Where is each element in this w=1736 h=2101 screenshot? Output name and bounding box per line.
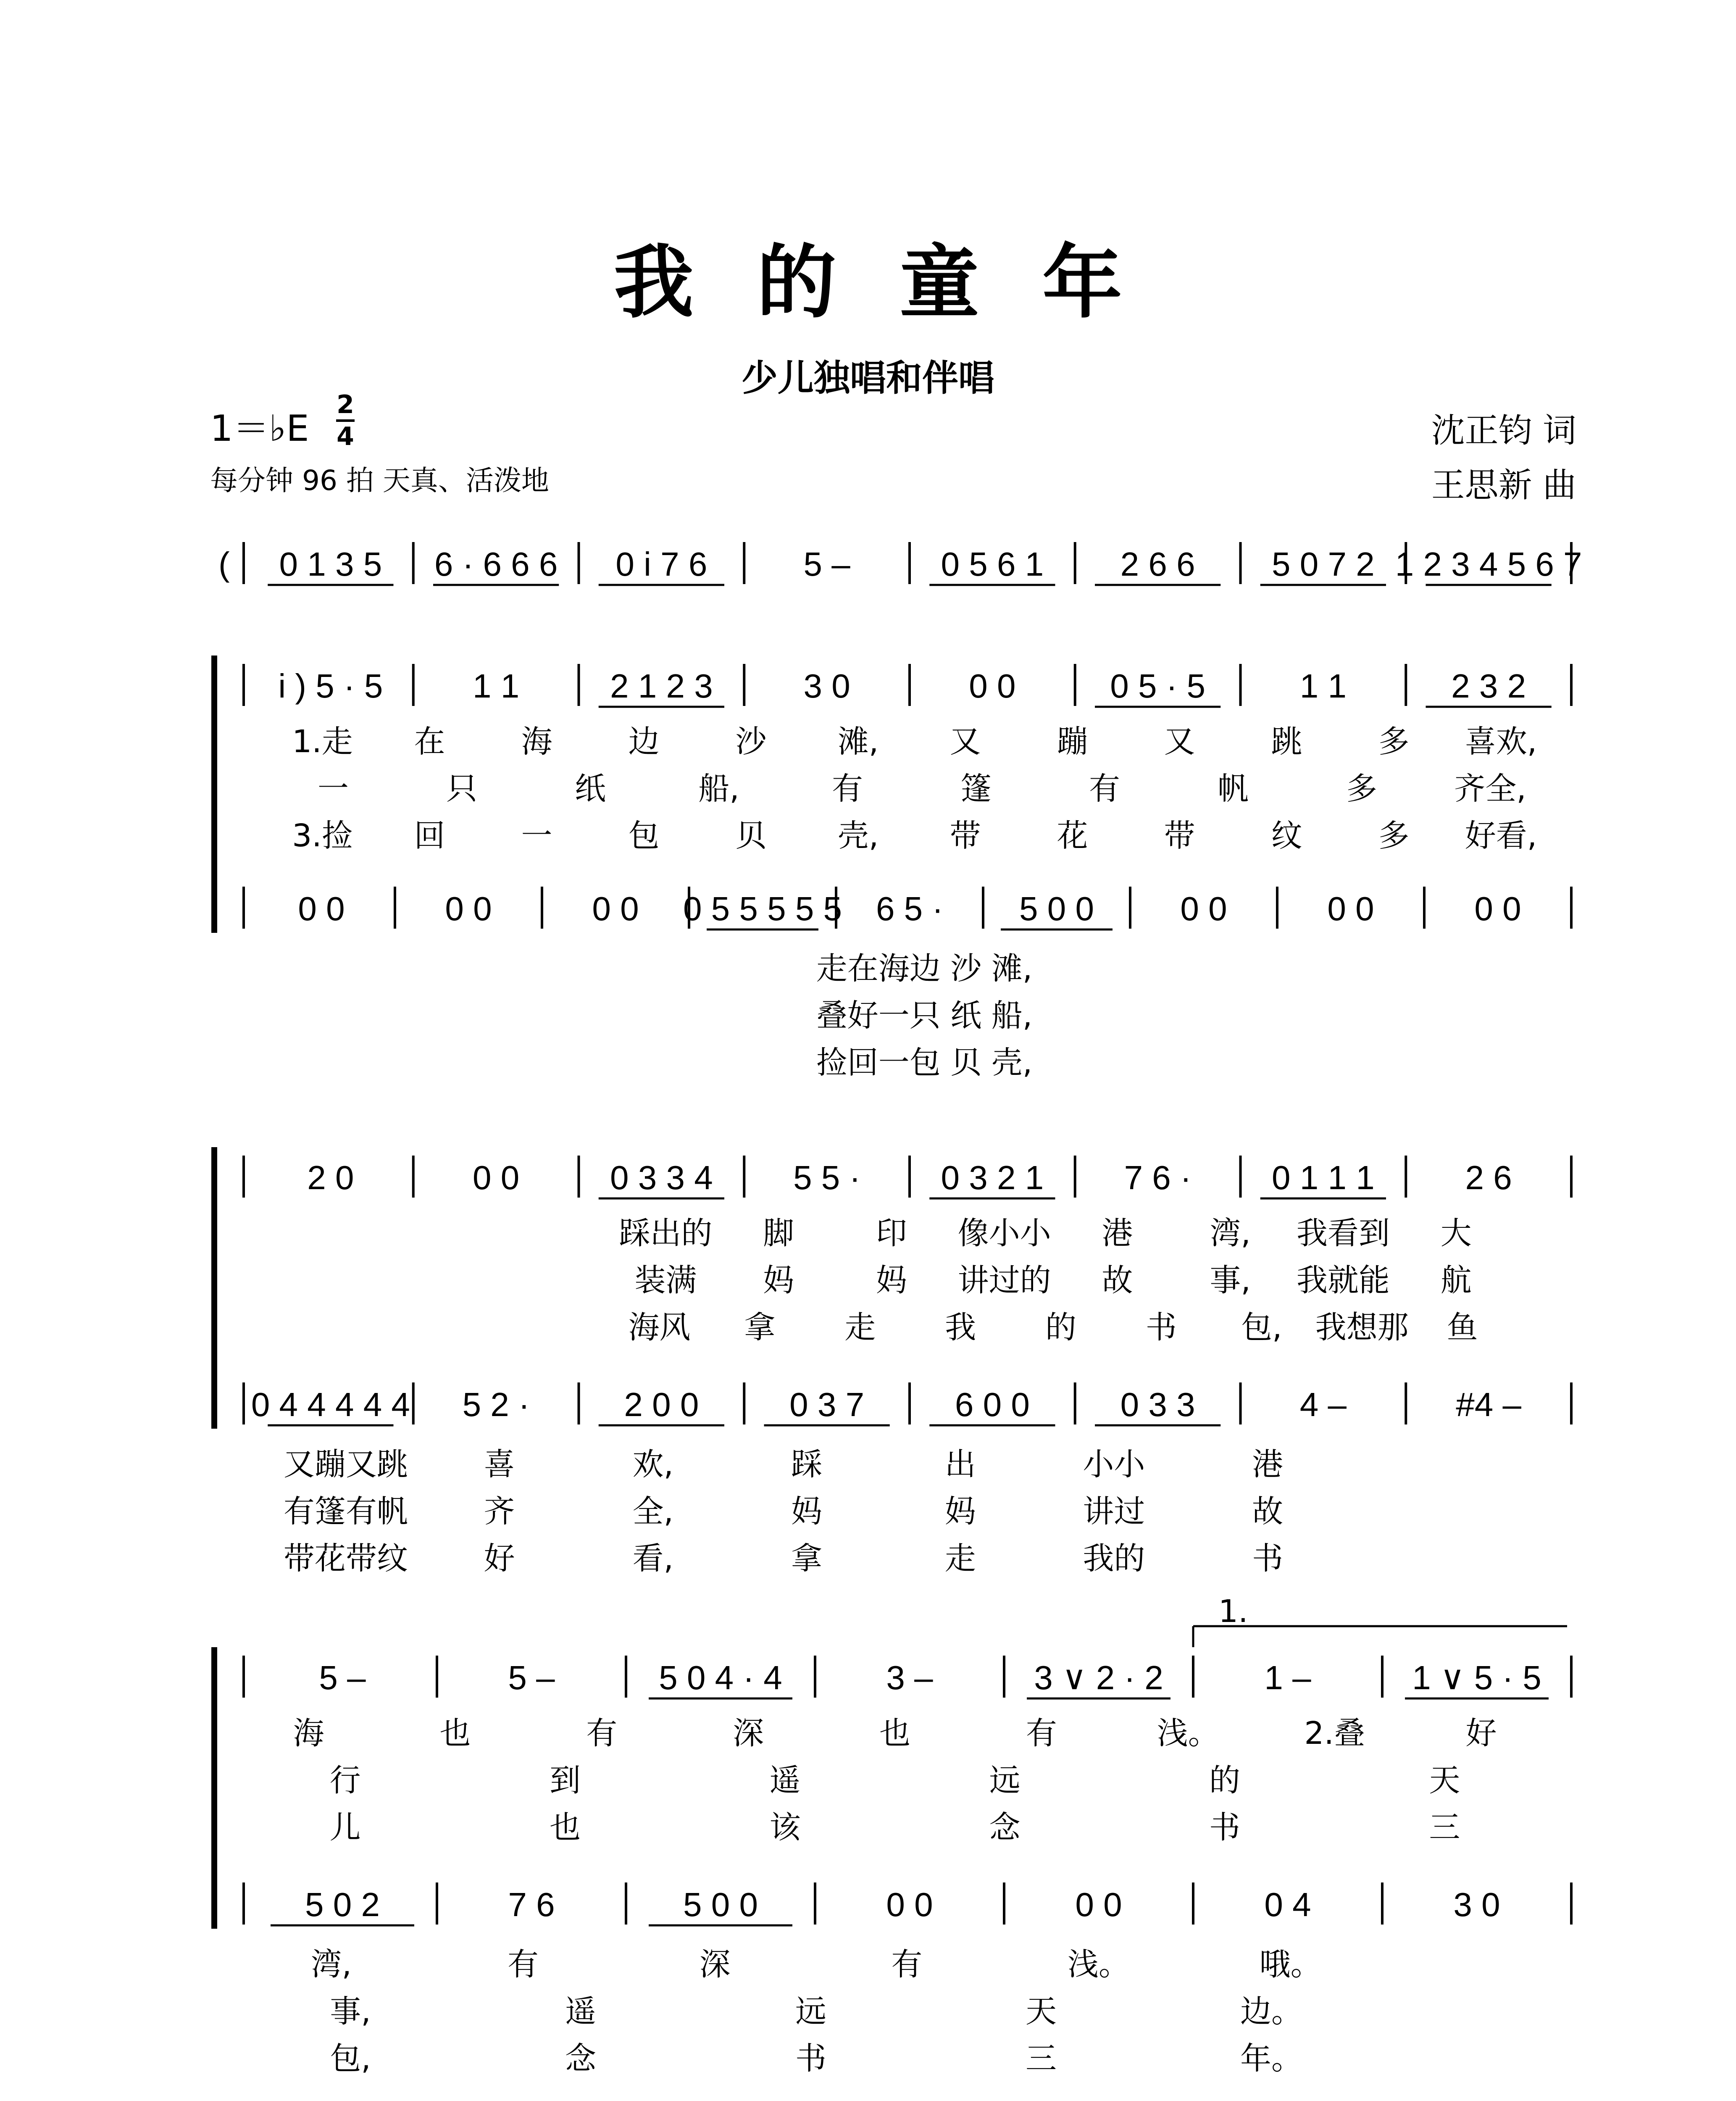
- sys3-v1-lyric: 有: [586, 1715, 618, 1751]
- sys3-v2-lyric: 天: [1026, 1993, 1057, 2030]
- system2-voice2: [244, 1382, 1571, 1577]
- sys2-v1-lyric: 装满: [634, 1262, 697, 1298]
- sys3-v1-measure: 5 –: [508, 1659, 555, 1696]
- sys3-v2-measure: 5 0 0: [683, 1886, 758, 1923]
- sys1-v1-lyric: 多: [1378, 818, 1410, 854]
- sys2-v2-lyric: 欢,: [632, 1446, 674, 1482]
- sys1-v1-lyric: 齐全,: [1454, 771, 1526, 807]
- sys2-v1-lyric: 像小小: [957, 1215, 1051, 1251]
- sys3-v1-measure: 3 ∨ 2 · 2: [1034, 1659, 1163, 1696]
- system3-voice1: [244, 1593, 1571, 1846]
- sys2-v2-measure: 2 0 0: [624, 1386, 699, 1423]
- sys2-v1-lyric: 拿: [744, 1309, 776, 1345]
- sys1-v2-measure: 0 0: [1327, 890, 1374, 927]
- sys3-v2-lyric: 事,: [330, 1993, 371, 2030]
- intro-measure: 2 6 6: [1120, 545, 1195, 583]
- sys2-v1-lyric: 我就能: [1296, 1262, 1390, 1298]
- intro-measure: 0 i 7 6: [615, 545, 708, 583]
- sys2-v2-lyric: 港: [1252, 1446, 1284, 1482]
- sys2-v1-lyric: 海风: [628, 1309, 691, 1345]
- sys2-v1-lyric: 讲过的: [957, 1262, 1051, 1298]
- song-title: 我的童年: [613, 235, 1185, 329]
- sys1-v2-measure: 5 0 0: [1019, 890, 1094, 927]
- sys2-v2-lyric: 拿: [791, 1540, 822, 1577]
- sys1-v1-lyric: 只: [446, 771, 477, 807]
- sys2-v2-lyric: 有篷有帆: [283, 1493, 408, 1530]
- sys3-v1-lyric: 到: [550, 1762, 581, 1798]
- sys1-v1-lyric: 又: [1164, 724, 1195, 760]
- sys3-v1-lyric: 远: [989, 1762, 1021, 1798]
- sys1-v1-lyric: 沙: [735, 724, 767, 760]
- sys2-v1-lyric: 走: [844, 1309, 876, 1345]
- sys2-v1-lyric: 故: [1102, 1262, 1133, 1298]
- sys2-v1-lyric: 我想那: [1315, 1309, 1409, 1345]
- sys3-v1-measure: 5 –: [319, 1659, 366, 1696]
- intro-measure: 5 0 7 2: [1272, 545, 1375, 583]
- sys3-v2-measure: 5 0 2: [305, 1886, 380, 1923]
- sys2-v2-lyric: 喜: [484, 1446, 515, 1482]
- sys1-v1-lyric: 花: [1057, 818, 1088, 854]
- sys1-v1-lyric: 3.捡: [292, 818, 353, 854]
- time-signature-top: 2: [337, 390, 354, 419]
- sys3-v2-measure: 0 0: [886, 1886, 933, 1923]
- sys2-v1-lyric: 我: [945, 1309, 976, 1345]
- sys2-v2-measure: 0 3 3: [1120, 1386, 1195, 1423]
- sys2-v2-lyric: 小小: [1083, 1446, 1145, 1482]
- sys3-v1-lyric: 有: [1026, 1715, 1057, 1751]
- sys1-v1-lyric: 好看,: [1465, 818, 1537, 854]
- time-signature-bottom: 4: [337, 422, 354, 451]
- sys1-v1-lyric: 多: [1378, 724, 1410, 760]
- sys1-v1-lyric: 有: [1089, 771, 1120, 807]
- sys2-v2-lyric: 全,: [632, 1493, 674, 1530]
- sys3-v1-lyric: 儿: [329, 1809, 361, 1846]
- sys3-v2-measure: 3 0: [1453, 1886, 1500, 1923]
- sys2-v1-measure: 0 1 1 1: [1272, 1159, 1375, 1196]
- sys1-v1-measure: 3 0: [803, 667, 850, 705]
- sys3-v1-lyric: 也: [439, 1715, 471, 1751]
- tempo-marking: 每分钟 96 拍 天真、活泼地: [210, 464, 549, 497]
- sys2-v1-measure: 7 6 ·: [1124, 1159, 1192, 1196]
- sys2-v2-measure: 0 3 7: [789, 1386, 865, 1423]
- key-signature: 1＝♭E: [210, 408, 309, 450]
- sys2-v1-measure: 0 0: [473, 1159, 520, 1196]
- sys1-v1-measure: 2 1 2 3: [610, 667, 713, 705]
- sys1-v1-lyric: 跳: [1271, 724, 1302, 760]
- sys2-v2-lyric: 故: [1252, 1493, 1284, 1530]
- sys2-v2-lyric: 书: [1252, 1540, 1284, 1577]
- sys3-v1-lyric: 也: [550, 1809, 581, 1846]
- system2-voice1: [244, 1156, 1571, 1345]
- sys1-v2-measure: 6 5 ·: [876, 890, 944, 927]
- song-subtitle: 少儿独唱和伴唱: [742, 357, 994, 399]
- sys2-v1-lyric: 湾,: [1210, 1215, 1251, 1251]
- sys3-v2-lyric: 浅。: [1068, 1946, 1130, 1983]
- sys2-v1-measure: 2 0: [307, 1159, 354, 1196]
- sys2-v1-lyric: 脚: [763, 1215, 794, 1251]
- sys2-v1-lyric: 的: [1045, 1309, 1076, 1345]
- sys3-v2-lyric: 哦。: [1259, 1946, 1322, 1983]
- sys3-v1-lyric: 深: [733, 1715, 764, 1751]
- sys1-v1-lyric: 蹦: [1057, 724, 1088, 760]
- sys1-v2-measure: 0 5 5 5 5 5: [683, 890, 842, 927]
- sys3-v1-measure: 5 0 4 · 4: [659, 1659, 782, 1696]
- sys1-v1-lyric: 又: [950, 724, 981, 760]
- sys1-v1-measure: 1 1: [473, 667, 520, 705]
- sys3-v1-lyric: 好: [1465, 1715, 1497, 1751]
- sys3-v2-lyric: 边。: [1240, 1993, 1302, 2030]
- intro-paren: (: [218, 545, 230, 583]
- sys3-v2-lyric: 三: [1026, 2040, 1057, 2077]
- sys1-v1-measure: i ) 5 · 5: [278, 667, 383, 705]
- sys3-v2-measure: 0 4: [1264, 1886, 1311, 1923]
- sys3-v1-measure: 1 ∨ 5 · 5: [1412, 1659, 1541, 1696]
- sys1-v2-measure: 0 0: [445, 890, 492, 927]
- sys2-v2-measure: 0 4 4 4 4 4: [251, 1386, 410, 1423]
- sys1-v1-lyric: 一: [318, 771, 349, 807]
- sys1-v1-lyric: 多: [1346, 771, 1377, 807]
- sys3-v2-lyric: 远: [795, 1993, 826, 2030]
- sys1-v1-lyric: 在: [414, 724, 445, 760]
- intro-measure: 6 · 6 6 6: [434, 545, 558, 583]
- intro-row: [218, 542, 1582, 585]
- sys1-v2-measure: 0 0: [1474, 890, 1521, 927]
- sys3-v1-lyric: 天: [1429, 1762, 1460, 1798]
- sys1-v1-lyric: 一: [521, 818, 552, 854]
- sys2-v1-lyric: 事,: [1210, 1262, 1251, 1298]
- sys3-v1-lyric: 海: [293, 1715, 324, 1751]
- sys2-v2-lyric: 好: [484, 1540, 515, 1577]
- volta-label: 1.: [1218, 1593, 1248, 1630]
- sys3-v2-lyric: 包,: [330, 2040, 371, 2077]
- sys2-v2-measure: #4 –: [1456, 1386, 1521, 1423]
- sys1-v1-lyric: 帆: [1218, 771, 1249, 807]
- sys3-v1-measure: 1 –: [1264, 1659, 1311, 1696]
- lyricist-credit: 沈正钧 词: [1431, 411, 1576, 450]
- sys1-v1-lyric: 纸: [575, 771, 606, 807]
- sys1-v1-lyric: 喜欢,: [1465, 724, 1537, 760]
- sys3-v1-lyric: 行: [329, 1762, 361, 1798]
- intro-measure: 0 1 3 5: [279, 545, 382, 583]
- sys2-v1-measure: 0 3 2 1: [941, 1159, 1044, 1196]
- sys1-v2-measure: 0 0: [592, 890, 639, 927]
- sys1-v1-measure: 2 3 2: [1451, 667, 1526, 705]
- sys1-v1-lyric: 带: [1164, 818, 1195, 854]
- sys1-v1-lyric: 纹: [1271, 818, 1302, 854]
- sys2-v2-measure: 5 2 ·: [462, 1386, 530, 1423]
- sys3-v2-measure: 0 0: [1075, 1886, 1122, 1923]
- system3-voice2: [244, 1882, 1571, 2077]
- sys1-v1-lyric: 1.走: [292, 724, 353, 760]
- sys2-v2-lyric: 带花带纹: [283, 1540, 408, 1577]
- sys2-v1-lyric: 大: [1440, 1215, 1472, 1251]
- sys3-v1-lyric: 该: [769, 1809, 801, 1846]
- sys1-v1-lyric: 回: [414, 818, 445, 854]
- sys2-v1-lyric: 踩出的: [619, 1215, 713, 1251]
- sys3-v1-measure: 3 –: [886, 1659, 933, 1696]
- sys1-v2-measure: 0 0: [298, 890, 345, 927]
- sys1-v1-lyric: 带: [950, 818, 981, 854]
- sys1-v2-lyric: 走在海边 沙 滩,: [816, 950, 1033, 987]
- sys2-v1-lyric: 我看到: [1296, 1215, 1390, 1251]
- sys3-v2-lyric: 湾,: [310, 1946, 352, 1983]
- sys2-v2-lyric: 齐: [484, 1493, 515, 1530]
- sys2-v1-lyric: 妈: [876, 1262, 907, 1298]
- sys3-v1-lyric: 浅。: [1157, 1715, 1219, 1751]
- sys3-v2-lyric: 遥: [565, 1993, 596, 2030]
- sys1-v2-measure: 0 0: [1180, 890, 1227, 927]
- sys1-v1-measure: 0 5 · 5: [1110, 667, 1206, 705]
- intro-measure: 5 –: [803, 545, 850, 583]
- sys3-v2-lyric: 年。: [1240, 2040, 1302, 2077]
- sys1-v1-measure: 1 1: [1299, 667, 1347, 705]
- sys1-v1-lyric: 包: [628, 818, 660, 854]
- sys2-v1-lyric: 妈: [763, 1262, 794, 1298]
- sys1-v1-lyric: 滩,: [837, 724, 879, 760]
- sys2-v1-lyric: 包,: [1241, 1309, 1282, 1345]
- sys2-v1-measure: 5 5 ·: [793, 1159, 861, 1196]
- sys1-v1-measure: 0 0: [969, 667, 1016, 705]
- sys3-v1-lyric: 遥: [769, 1762, 801, 1798]
- sys2-v2-lyric: 踩: [791, 1446, 822, 1482]
- sys2-v2-lyric: 妈: [944, 1493, 976, 1530]
- sys2-v2-measure: 4 –: [1299, 1386, 1347, 1423]
- sys3-v1-lyric: 也: [879, 1715, 910, 1751]
- sys3-v2-lyric: 深: [699, 1946, 731, 1983]
- sys3-v2-lyric: 有: [891, 1946, 923, 1983]
- sys1-v1-lyric: 海: [521, 724, 552, 760]
- sys1-v2-lyric: 捡回一包 贝 壳,: [816, 1045, 1033, 1081]
- sys1-v1-lyric: 壳,: [837, 818, 879, 854]
- sys2-v1-lyric: 书: [1145, 1309, 1177, 1345]
- sys3-v1-lyric: 2.叠: [1304, 1715, 1365, 1751]
- sys1-v1-lyric: 篷: [960, 771, 992, 807]
- sys3-v1-lyric: 念: [989, 1809, 1021, 1846]
- sys2-v1-lyric: 港: [1102, 1215, 1133, 1251]
- intro-measure: 1 2 3 4 5 6 7: [1395, 545, 1582, 583]
- sys1-v1-lyric: 船,: [698, 771, 739, 807]
- sys2-v2-lyric: 讲过: [1083, 1493, 1145, 1530]
- sys3-v2-lyric: 书: [795, 2040, 826, 2077]
- system1-voice1: [244, 664, 1571, 854]
- sys3-v1-lyric: 的: [1209, 1762, 1240, 1798]
- sys2-v1-measure: 0 3 3 4: [610, 1159, 713, 1196]
- sys2-v2-lyric: 走: [944, 1540, 976, 1577]
- sys2-v2-lyric: 妈: [791, 1493, 822, 1530]
- sys2-v2-lyric: 出: [944, 1446, 976, 1482]
- sys1-v2-lyric: 叠好一只 纸 船,: [816, 998, 1033, 1034]
- sys3-v2-lyric: 念: [565, 2040, 596, 2077]
- sys3-v2-measure: 7 6: [508, 1886, 555, 1923]
- sys2-v2-lyric: 看,: [632, 1540, 674, 1577]
- sys3-v2-lyric: 有: [508, 1946, 539, 1983]
- sys2-v1-measure: 2 6: [1465, 1159, 1512, 1196]
- sys2-v1-lyric: 鱼: [1447, 1309, 1478, 1345]
- sys2-v2-lyric: 又蹦又跳: [283, 1446, 408, 1482]
- composer-credit: 王思新 曲: [1431, 466, 1576, 505]
- sys2-v2-lyric: 我的: [1083, 1540, 1145, 1577]
- sys2-v1-lyric: 印: [876, 1215, 907, 1251]
- sys1-v1-lyric: 边: [628, 724, 660, 760]
- sys1-v1-lyric: 贝: [735, 818, 767, 854]
- sys3-v1-lyric: 三: [1429, 1809, 1460, 1846]
- sys1-v1-lyric: 有: [832, 771, 863, 807]
- intro-measure: 0 5 6 1: [941, 545, 1044, 583]
- system1-voice2: [244, 887, 1571, 1081]
- sys2-v2-measure: 6 0 0: [955, 1386, 1030, 1423]
- sys3-v1-lyric: 书: [1209, 1809, 1240, 1846]
- sys2-v1-lyric: 航: [1440, 1262, 1472, 1298]
